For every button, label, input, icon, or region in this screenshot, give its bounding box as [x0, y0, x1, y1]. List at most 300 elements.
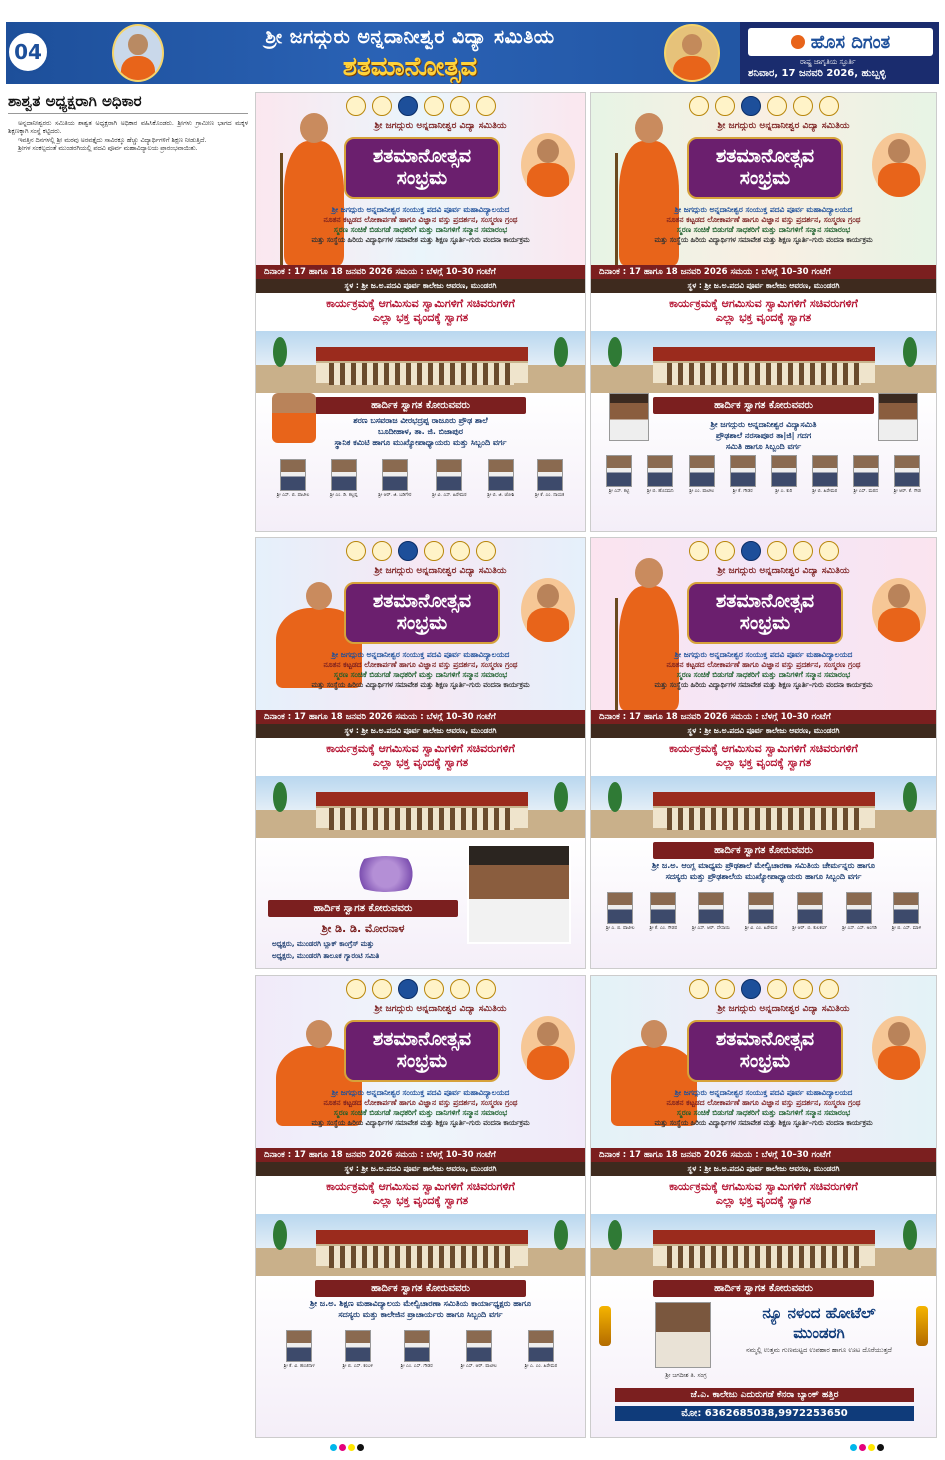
person-photo: [698, 892, 724, 924]
person-name: ಶ್ರೀ ಎಸ್. ಎಸ್. ಅಂಗಡಿ: [842, 926, 877, 931]
invitation-line: ಕಾರ್ಯಕ್ರಮಕ್ಕೆ ಆಗಮಿಸುವ ಸ್ವಾಮಿಗಳಿಗೆ ಸಚಿವರುಗಳಿಗೆ: [669, 1180, 858, 1193]
portrait-head: [888, 1022, 910, 1046]
swami-head: [635, 558, 663, 588]
seal-icon: [819, 96, 839, 116]
ad-panel-c: [255, 537, 586, 969]
description-line: ಮತ್ತು ಸಂಸ್ಥೆಯ ಹಿರಿಯ ವಿದ್ಯಾರ್ಥಿಗಳ ಸಮಾವೇಶ ಮತ್ತು ಶಿಕ್ಷಣ ಸ್ಫೂರ್ತಿ–ಗುರು ವಂದನಾ ಕಾರ್ಯಕ್ರಮ: [654, 1119, 873, 1127]
person-photo: [893, 892, 919, 924]
swami-head: [306, 1020, 332, 1048]
person-photo: [331, 459, 357, 491]
tree: [273, 337, 287, 367]
event-date-bar: ದಿನಾಂಕ : 17 ಹಾಗೂ 18 ಜನವರಿ 2026 ಸಮಯ : ಬೆಳಗ್ಗೆ 10–30 ಗಂಟೆಗೆ: [591, 1148, 936, 1162]
person-name: ಶ್ರೀ ಎ. ಬಿ. ಪಾಟೀಲ: [605, 926, 635, 931]
lamp-icon: [916, 1306, 928, 1346]
seal-icon: [424, 541, 444, 561]
seal-icon: [767, 541, 787, 561]
welcome-label: ಹಾರ್ದಿಕ ಸ್ವಾಗತ ಕೋರುವವರು: [315, 1280, 526, 1297]
seal-icon: [715, 541, 735, 561]
brand-logo-icon: [791, 35, 805, 49]
description-line: ಶ್ರೀ ಜಗದ್ಗುರು ಅನ್ನದಾನೀಶ್ವರ ಸಂಯುಕ್ತ ಪದವಿ ಪೂರ್ವ ಮಹಾವಿದ್ಯಾಲಯದ: [674, 205, 853, 214]
person-name: ಶ್ರೀ ಎಸ್. ಆರ್. ಪಾಟೀಲ: [460, 1364, 497, 1369]
person-photo: [748, 892, 774, 924]
event-title: ಶತಮಾನೋತ್ಸವ: [715, 145, 815, 167]
description-line: ಸ್ಮರಣ ಸಂಚಿಕೆ ಬಿಡುಗಡೆ ಸಾಧಕರಿಗೆ ಮತ್ತು ದಾನಿಗಳಿಗೆ ಸನ್ಮಾನ ಸಮಾರಂಭ: [676, 225, 851, 234]
brand-name-text: ಹೊಸ ದಿಗಂತ: [810, 31, 891, 53]
person-photo: [345, 1330, 371, 1362]
description-line: ಸ್ಮರಣ ಸಂಚಿಕೆ ಬಿಡುಗಡೆ ಸಾಧಕರಿಗೆ ಮತ್ತು ದಾನಿಗಳಿಗೆ ಸನ್ಮಾನ ಸಮಾರಂಭ: [333, 1108, 508, 1117]
person-name: ಶ್ರೀ ಬಿ. ಹಿರೇಮಠ: [812, 489, 838, 494]
welcome-line: ಸಮಿತಿ ಹಾಗೂ ಸಿಬ್ಬಂದಿ ವರ್ಗ: [725, 442, 802, 451]
organization-name: ಶ್ರೀ ಜಗದ್ಗುರು ಅನ್ನದಾನೀಶ್ವರ ವಿದ್ಯಾ ಸಮಿತಿಯ: [374, 1004, 507, 1014]
people-row: [591, 455, 936, 494]
invitation-text: [591, 1180, 936, 1208]
seal-icon: [715, 979, 735, 999]
swami-portrait-right: [664, 24, 720, 82]
person-photo: [537, 459, 563, 491]
seal-icon: [372, 96, 392, 116]
person-photo: [606, 455, 632, 487]
building-windows: [667, 1246, 861, 1268]
college-building-photo: [591, 776, 936, 838]
person-card: [487, 459, 514, 498]
person-card: [284, 1330, 315, 1369]
article-column: [8, 92, 248, 1442]
person-photo: [730, 455, 756, 487]
description-line: ನೂತನ ಕಟ್ಟಡದ ಲೋಕಾರ್ಪಣೆ ಹಾಗೂ ವಿಜ್ಞಾನ ವಸ್ತು ಪ್ರದರ್ಶನ, ಸಂಸ್ಮರಣ ಗ್ರಂಥ: [323, 1098, 518, 1107]
description-line: ಶ್ರೀ ಜಗದ್ಗುರು ಅನ್ನದಾನೀಶ್ವರ ಸಂಯುಕ್ತ ಪದವಿ ಪೂರ್ವ ಮಹಾವಿದ್ಯಾಲಯದ: [331, 650, 510, 659]
college-building-photo: [591, 1214, 936, 1276]
event-subtitle: ಸಂಭ್ರಮ: [396, 167, 448, 189]
college-logo-icon: [398, 979, 418, 999]
person-name: ಶ್ರೀ ಬಿ. ಜಿ. ಜೋಶಿ: [487, 493, 515, 498]
building-windows: [667, 363, 861, 385]
seal-icon: [793, 541, 813, 561]
tree: [608, 1220, 622, 1250]
event-title-box: [344, 1020, 500, 1082]
person-card: [771, 455, 797, 494]
owner-photo: [655, 1302, 711, 1368]
invitation-text: [256, 297, 585, 325]
hotel-phone: ಮೋ: 6362685038,9972253650: [615, 1406, 914, 1421]
person-name: ಶ್ರೀ ಎ. ಕುರಿ: [775, 489, 793, 494]
welcome-organization: [256, 1298, 585, 1320]
building-roof: [653, 347, 875, 361]
tree: [554, 337, 568, 367]
college-logo-icon: [741, 96, 761, 116]
building-windows: [329, 1246, 514, 1268]
invitation-line: ಕಾರ್ಯಕ್ರಮಕ್ಕೆ ಆಗಮಿಸುವ ಸ್ವಾಮಿಗಳಿಗೆ ಸಚಿವರುಗಳಿಗೆ: [669, 297, 858, 310]
person-card: [432, 459, 466, 498]
invitation-line: ಎಲ್ಲಾ ಭಕ್ತ ವೃಂದಕ್ಕೆ ಸ್ವಾಗತ: [372, 756, 469, 769]
description-line: ನೂತನ ಕಟ್ಟಡದ ಲೋಕಾರ್ಪಣೆ ಹಾಗೂ ವಿಜ್ಞಾನ ವಸ್ತು ಪ್ರದರ್ಶನ, ಸಂಸ್ಮರಣ ಗ್ರಂಥ: [666, 215, 861, 224]
portrait-head: [537, 584, 559, 608]
swami-photo-small: [272, 393, 316, 443]
person-card: [525, 1330, 558, 1369]
invitation-line: ಕಾರ್ಯಕ್ರಮಕ್ಕೆ ಆಗಮಿಸುವ ಸ್ವಾಮಿಗಳಿಗೆ ಸಚಿವರುಗಳಿಗೆ: [669, 742, 858, 755]
ad-panel-d: [590, 537, 937, 969]
event-venue: ಸ್ಥಳ : ಶ್ರೀ ಜ.ಅ.ಪದವಿ ಪೂರ್ವ ಕಾಲೇಜು ಆವರಣ, ಮುಂಡರಗಿ: [687, 726, 840, 735]
person-photo: [689, 455, 715, 487]
honoree-photo: [467, 844, 571, 944]
hotel-name: ನ್ಯೂ ನಳಂದ ಹೋಟೆಲ್: [762, 1304, 876, 1322]
event-description: [256, 650, 585, 690]
person-photo: [488, 459, 514, 491]
description-line: ಸ್ಮರಣ ಸಂಚಿಕೆ ಬಿಡುಗಡೆ ಸಾಧಕರಿಗೆ ಮತ್ತು ದಾನಿಗಳಿಗೆ ಸನ್ಮಾನ ಸಮಾರಂಭ: [676, 1108, 851, 1117]
person-card: [378, 459, 411, 498]
event-banner: [256, 93, 585, 265]
hotel-address: ಜೆ.ಎ. ಕಾಲೇಜು ಎದುರುಗಡೆ ಕೆನರಾ ಬ್ಯಾಂಕ್ ಹತ್ತಿರ: [615, 1388, 914, 1402]
article-paragraph: ಶ್ರೀಗಳ ಸಂಕಲ್ಪದಂತೆ ಮುಂಡರಗಿಯಲ್ಲಿ ಪದವಿ ಪೂರ್ವ ಮಹಾವಿದ್ಯಾಲಯ ಪ್ರಾರಂಭವಾಯಿತು.: [18, 144, 198, 152]
article-paragraph: ಅನ್ನದಾನೀಶ್ವರರು ಸಮಿತಿಯ ಶಾಶ್ವತ ಅಧ್ಯಕ್ಷರಾಗಿ ಅಧಿಕಾರ ವಹಿಸಿಕೊಂಡರು. ಶ್ರೀಗಳು ಗ್ರಾಮೀಣ ಭಾಗದ ಮಕ್ಕಳ ಶಿಕ್ಷಣಕ್ಕಾಗಿ ಸಂಸ್ಥೆ ಕಟ್ಟಿದರು.: [8, 120, 248, 136]
person-name: ಶ್ರೀ ಕೆ. ಎಂ. ನಾಯಕ: [535, 493, 565, 498]
sponsor-logos: [591, 979, 936, 999]
event-venue: ಸ್ಥಳ : ಶ್ರೀ ಜ.ಅ.ಪದವಿ ಪೂರ್ವ ಕಾಲೇಜು ಆವರಣ, ಮುಂಡರಗಿ: [344, 726, 497, 735]
swami-robe: [619, 141, 679, 265]
description-line: ನೂತನ ಕಟ್ಟಡದ ಲೋಕಾರ್ಪಣೆ ಹಾಗೂ ವಿಜ್ಞಾನ ವಸ್ತು ಪ್ರದರ್ಶನ, ಸಂಸ್ಮರಣ ಗ್ರಂಥ: [666, 660, 861, 669]
person-card: [692, 892, 730, 931]
person-photo: [466, 1330, 492, 1362]
person-name: ಶ್ರೀ ಎ. ಎಂ. ಹಿರೇಮಠ: [524, 1364, 558, 1369]
tree: [903, 1220, 917, 1250]
description-line: ನೂತನ ಕಟ್ಟಡದ ಲೋಕಾರ್ಪಣೆ ಹಾಗೂ ವಿಜ್ಞಾನ ವಸ್ತು ಪ್ರದರ್ಶನ, ಸಂಸ್ಮರಣ ಗ್ರಂಥ: [666, 1098, 861, 1107]
person-card: [842, 892, 877, 931]
person-photo: [853, 455, 879, 487]
event-banner: [591, 976, 936, 1148]
event-title: ಶತಮಾನೋತ್ಸವ: [372, 1028, 472, 1050]
description-line: ಶ್ರೀ ಜಗದ್ಗುರು ಅನ್ನದಾನೀಶ್ವರ ಸಂಯುಕ್ತ ಪದವಿ ಪೂರ್ವ ಮಹಾವಿದ್ಯಾಲಯದ: [674, 1088, 853, 1097]
event-subtitle: ಸಂಭ್ರಮ: [396, 612, 448, 634]
college-logo-icon: [398, 96, 418, 116]
description-line: ಮತ್ತು ಸಂಸ್ಥೆಯ ಹಿರಿಯ ವಿದ್ಯಾರ್ಥಿಗಳ ಸಮಾವೇಶ ಮತ್ತು ಶಿಕ್ಷಣ ಸ್ಫೂರ್ತಿ–ಗುರು ವಂದನಾ ಕಾರ್ಯಕ್ರಮ: [654, 681, 873, 689]
college-building-photo: [591, 331, 936, 393]
welcome-line: ಶ್ರೀ ಜ.ಅ. ಶಿಕ್ಷಣ ಮಹಾವಿದ್ಯಾಲಯ ಮೇಲ್ವಿಚಾರಣಾ ಸಮಿತಿಯ ಕಾರ್ಯಾಧ್ಯಕ್ಷರು ಹಾಗೂ: [309, 1299, 532, 1308]
color-registration-marks: [330, 1444, 364, 1451]
welcome-organization: [591, 860, 936, 882]
seal-icon: [450, 979, 470, 999]
college-building-photo: [256, 331, 585, 393]
invitation-line: ಕಾರ್ಯಕ್ರಮಕ್ಕೆ ಆಗಮಿಸುವ ಸ್ವಾಮಿಗಳಿಗೆ ಸಚಿವರುಗಳಿಗೆ: [326, 297, 515, 310]
person-card: [647, 455, 674, 494]
event-subtitle: ಸಂಭ್ರಮ: [739, 612, 791, 634]
swami-portrait-small: [872, 1016, 926, 1080]
ad-panel-e: [255, 975, 586, 1438]
building-roof: [316, 792, 528, 806]
portrait-head: [537, 1022, 559, 1046]
description-line: ನೂತನ ಕಟ್ಟಡದ ಲೋಕಾರ್ಪಣೆ ಹಾಗೂ ವಿಜ್ಞಾನ ವಸ್ತು ಪ್ರದರ್ಶನ, ಸಂಸ್ಮರಣ ಗ್ರಂಥ: [323, 660, 518, 669]
swami-head: [641, 1020, 667, 1048]
person-card: [606, 892, 635, 931]
person-name: ಶ್ರೀ ಎಸ್. ಮಠದ: [853, 489, 879, 494]
event-subtitle: ಸಂಭ್ರಮ: [396, 1050, 448, 1072]
person-name: ಶ್ರೀ ಆರ್. ಜಿ. ಬಡಿಗೇರ: [378, 493, 412, 498]
portrait-head: [537, 139, 559, 163]
people-row: [256, 1330, 585, 1369]
building-roof: [653, 792, 875, 806]
description-line: ಮತ್ತು ಸಂಸ್ಥೆಯ ಹಿರಿಯ ವಿದ್ಯಾರ್ಥಿಗಳ ಸಮಾವೇಶ ಮತ್ತು ಶಿಕ್ಷಣ ಸ್ಫೂರ್ತಿ–ಗುರು ವಂದನಾ ಕಾರ್ಯಕ್ರಮ: [311, 236, 530, 244]
event-description: [591, 650, 936, 690]
seal-icon: [767, 96, 787, 116]
college-logo-icon: [741, 541, 761, 561]
welcome-line: ಶ್ರೀ ಜಗದ್ಗುರು ಅನ್ನದಾನೀಶ್ವರ ವಿದ್ಯಾಸಮಿತಿ: [710, 420, 817, 429]
description-line: ಸ್ಮರಣ ಸಂಚಿಕೆ ಬಿಡುಗಡೆ ಸಾಧಕರಿಗೆ ಮತ್ತು ದಾನಿಗಳಿಗೆ ಸನ್ಮಾನ ಸಮಾರಂಭ: [676, 670, 851, 679]
person-photo: [382, 459, 408, 491]
description-line: ಶ್ರೀ ಜಗದ್ಗುರು ಅನ್ನದಾನೀಶ್ವರ ಸಂಯುಕ್ತ ಪದವಿ ಪೂರ್ವ ಮಹಾವಿದ್ಯಾಲಯದ: [331, 205, 510, 214]
person-card: [894, 455, 921, 494]
event-title-box: [687, 582, 843, 644]
person-photo: [812, 455, 838, 487]
seal-icon: [476, 96, 496, 116]
ad-panel-f: [590, 975, 937, 1438]
description-line: ಶ್ರೀ ಜಗದ್ಗುರು ಅನ್ನದಾನೀಶ್ವರ ಸಂಯುಕ್ತ ಪದವಿ ಪೂರ್ವ ಮಹಾವಿದ್ಯಾಲಯದ: [331, 1088, 510, 1097]
person-name: ಶ್ರೀ ಎಸ್. ಬಿ. ಪಾಟೀಲ: [276, 493, 310, 498]
person-card: [689, 455, 715, 494]
event-venue: ಸ್ಥಳ : ಶ್ರೀ ಜ.ಅ.ಪದವಿ ಪೂರ್ವ ಕಾಲೇಜು ಆವರಣ, ಮುಂಡರಗಿ: [687, 281, 840, 290]
event-date-bar: ದಿನಾಂಕ : 17 ಹಾಗೂ 18 ಜನವರಿ 2026 ಸಮಯ : ಬೆಳಗ್ಗೆ 10–30 ಗಂಟೆಗೆ: [256, 265, 585, 279]
event-title: ಶತಮಾನೋತ್ಸವ: [372, 590, 472, 612]
organization-name: ಶ್ರೀ ಜಗದ್ಗುರು ಅನ್ನದಾನೀಶ್ವರ ವಿದ್ಯಾ ಸಮಿತಿಯ: [717, 1004, 850, 1014]
invitation-text: [591, 297, 936, 325]
event-venue: ಸ್ಥಳ : ಶ್ರೀ ಜ.ಅ.ಪದವಿ ಪೂರ್ವ ಕಾಲೇಜು ಆವರಣ, ಮುಂಡರಗಿ: [687, 1164, 840, 1173]
tree: [554, 1220, 568, 1250]
seal-icon: [689, 979, 709, 999]
invitation-text: [256, 742, 585, 770]
invitation-line: ಕಾರ್ಯಕ್ರಮಕ್ಕೆ ಆಗಮಿಸುವ ಸ್ವಾಮಿಗಳಿಗೆ ಸಚಿವರುಗಳಿಗೆ: [326, 1180, 515, 1193]
welcome-label: ಹಾರ್ದಿಕ ಸ್ವಾಗತ ಕೋರುವವರು: [653, 842, 874, 859]
college-building-photo: [256, 1214, 585, 1276]
welcome-line: ಶ್ರೀ ಜ.ಅ. ಆಂಗ್ಲ ಮಾಧ್ಯಮ ಪ್ರೌಢಶಾಲೆ ಮೇಲ್ವಿಚಾರಣಾ ಸಮಿತಿಯ ಚೇರ್ಮನ್ನರು ಹಾಗೂ: [652, 861, 875, 870]
invitation-line: ಎಲ್ಲಾ ಭಕ್ತ ವೃಂದಕ್ಕೆ ಸ್ವಾಗತ: [715, 311, 812, 324]
seal-icon: [346, 541, 366, 561]
tree: [903, 337, 917, 367]
event-title: ಶತಮಾನೋತ್ಸವ: [715, 590, 815, 612]
welcome-label: ಹಾರ್ದಿಕ ಸ್ವಾಗತ ಕೋರುವವರು: [653, 397, 874, 414]
seal-icon: [793, 979, 813, 999]
portrait-robe: [878, 608, 920, 642]
person-name: ಶ್ರೀ ವಿ. ಎಸ್. ಹಿರೇಮಠ: [432, 493, 467, 498]
event-date-bar: ದಿನಾಂಕ : 17 ಹಾಗೂ 18 ಜನವರಿ 2026 ಸಮಯ : ಬೆಳಗ್ಗೆ 10–30 ಗಂಟೆಗೆ: [591, 710, 936, 724]
seal-icon: [476, 979, 496, 999]
event-banner: [591, 538, 936, 710]
seal-icon: [372, 979, 392, 999]
welcome-line: ಸದಸ್ಯರು ಮತ್ತು ಕಾಲೇಜಿನ ಪ್ರಾಚಾರ್ಯರು ಹಾಗೂ ಸಿಬ್ಬಂದಿ ವರ್ಗ: [338, 1310, 503, 1319]
event-subtitle: ಸಂಭ್ರಮ: [739, 167, 791, 189]
portrait-robe: [527, 608, 569, 642]
tree: [554, 782, 568, 812]
portrait-robe: [527, 1046, 569, 1080]
event-title-box: [687, 1020, 843, 1082]
event-description: [256, 205, 585, 245]
welcome-line: ಬೂದೀಹಾಳ, ತಾ. ಜಿ. ಬಿಜಾಪುರ: [378, 427, 463, 436]
person-name: ಶ್ರೀ ಬಿ. ಎಸ್. ಮಾಳಿ: [891, 926, 922, 931]
portrait-robe: [878, 163, 920, 197]
portrait-head: [888, 584, 910, 608]
organization-name: ಶ್ರೀ ಜಗದ್ಗುರು ಅನ್ನದಾನೀಶ್ವರ ವಿದ್ಯಾ ಸಮಿತಿಯ: [717, 121, 850, 131]
person-name: ಶ್ರೀ ವಿ. ಎಂ. ಹಿರೇಮಠ: [744, 926, 778, 931]
building-roof: [316, 347, 528, 361]
building-roof: [316, 1230, 528, 1244]
college-building-photo: [256, 776, 585, 838]
founder-portrait-left: [112, 24, 164, 82]
person-name: ಶ್ರೀ ಎಂ. ಎಸ್. ಗೌಡರ: [400, 1364, 433, 1369]
seal-icon: [450, 541, 470, 561]
event-description: [591, 205, 936, 245]
lamp-icon: [599, 1306, 611, 1346]
person-name: ಶ್ರೀ ಆರ್. ಕೆ. ಗೌಡ: [893, 489, 921, 494]
masthead-title: ಶ್ರೀ ಜಗದ್ಗುರು ಅನ್ನದಾನೀಶ್ವರ ವಿದ್ಯಾ ಸಮಿತಿಯ: [265, 26, 555, 48]
college-logo-icon: [398, 541, 418, 561]
tree: [903, 782, 917, 812]
person-card: [330, 459, 358, 498]
organization-name: ಶ್ರೀ ಜಗದ್ಗುರು ಅನ್ನದಾನೀಶ್ವರ ವಿದ್ಯಾ ಸಮಿತಿಯ: [717, 566, 850, 576]
people-row: [591, 892, 936, 931]
welcome-label: ಹಾರ್ದಿಕ ಸ್ವಾಗತ ಕೋರುವವರು: [315, 397, 526, 414]
seal-icon: [346, 979, 366, 999]
swami-portrait-small: [521, 578, 575, 642]
swami-head: [306, 582, 332, 610]
person-card: [342, 1330, 372, 1369]
welcome-label: ಹಾರ್ದಿಕ ಸ್ವಾಗತ ಕೋರುವವರು: [268, 900, 458, 917]
issue-date: ಶನಿವಾರ, 17 ಜನವರಿ 2026, ಹುಬ್ಬಳ್ಳಿ: [748, 68, 886, 79]
person-photo: [647, 455, 673, 487]
person-card: [277, 459, 310, 498]
college-logo-icon: [741, 979, 761, 999]
person-name: ಶ್ರೀ ಕೆ. ಗೌಡರ: [732, 489, 753, 494]
description-line: ನೂತನ ಕಟ್ಟಡದ ಲೋಕಾರ್ಪಣೆ ಹಾಗೂ ವಿಜ್ಞಾನ ವಸ್ತು ಪ್ರದರ್ಶನ, ಸಂಸ್ಮರಣ ಗ್ರಂಥ: [323, 215, 518, 224]
swami-portrait-small: [521, 1016, 575, 1080]
people-row: [256, 459, 585, 498]
portrait-head: [888, 139, 910, 163]
seal-icon: [476, 541, 496, 561]
building-roof: [653, 1230, 875, 1244]
person-photo: [528, 1330, 554, 1362]
event-description: [591, 1088, 936, 1128]
person-name: ಶ್ರೀ ಕೆ. ವಿ. ಹಂಚಿನಾಳ: [283, 1364, 315, 1369]
chairman-photo: [609, 393, 649, 441]
swami-head: [300, 113, 328, 143]
seal-icon: [424, 979, 444, 999]
person-card: [853, 455, 879, 494]
person-photo: [650, 892, 676, 924]
person-photo: [280, 459, 306, 491]
event-title-box: [687, 137, 843, 199]
description-line: ಮತ್ತು ಸಂಸ್ಥೆಯ ಹಿರಿಯ ವಿದ್ಯಾರ್ಥಿಗಳ ಸಮಾವೇಶ ಮತ್ತು ಶಿಕ್ಷಣ ಸ್ಫೂರ್ತಿ–ಗುರು ವಂದನಾ ಕಾರ್ಯಕ್ರಮ: [654, 236, 873, 244]
description-line: ಮತ್ತು ಸಂಸ್ಥೆಯ ಹಿರಿಯ ವಿದ್ಯಾರ್ಥಿಗಳ ಸಮಾವೇಶ ಮತ್ತು ಶಿಕ್ಷಣ ಸ್ಫೂರ್ತಿ–ಗುರು ವಂದನಾ ಕಾರ್ಯಕ್ರಮ: [311, 681, 530, 689]
person-name: ಶ್ರೀ ಬಿ. ಹೊಸಮನಿ: [647, 489, 674, 494]
event-title-box: [344, 582, 500, 644]
event-banner: [256, 976, 585, 1148]
building-windows: [329, 363, 514, 385]
welcome-line: ಸದಸ್ಯರು ಮತ್ತು ಪ್ರೌಢಶಾಲೆಯ ಮುಖ್ಯೋಪಾಧ್ಯಾಯರು ಹಾಗೂ ಸಿಬ್ಬಂದಿ ವರ್ಗ: [665, 872, 862, 881]
honoree-title: ಅಧ್ಯಕ್ಷರು, ಮುಂಡರಗಿ ಬ್ಲಾಕ್ ಕಾಂಗ್ರೆಸ್ ಮತ್ತು: [272, 940, 374, 948]
invitation-line: ಎಲ್ಲಾ ಭಕ್ತ ವೃಂದಕ್ಕೆ ಸ್ವಾಗತ: [715, 1194, 812, 1207]
description-line: ಸ್ಮರಣ ಸಂಚಿಕೆ ಬಿಡುಗಡೆ ಸಾಧಕರಿಗೆ ಮತ್ತು ದಾನಿಗಳಿಗೆ ಸನ್ಮಾನ ಸಮಾರಂಭ: [333, 225, 508, 234]
flower-decoration: [346, 856, 426, 892]
event-banner: [591, 93, 936, 265]
person-card: [401, 1330, 433, 1369]
person-card: [892, 892, 921, 931]
tree: [273, 782, 287, 812]
swami-portrait-small: [521, 133, 575, 197]
invitation-line: ಎಲ್ಲಾ ಭಕ್ತ ವೃಂದಕ್ಕೆ ಸ್ವಾಗತ: [372, 311, 469, 324]
description-line: ಮತ್ತು ಸಂಸ್ಥೆಯ ಹಿರಿಯ ವಿದ್ಯಾರ್ಥಿಗಳ ಸಮಾವೇಶ ಮತ್ತು ಶಿಕ್ಷಣ ಸ್ಫೂರ್ತಿ–ಗುರು ವಂದನಾ ಕಾರ್ಯಕ್ರಮ: [311, 1119, 530, 1127]
person-name: ಶ್ರೀ ಆರ್. ಬಿ. ಕುಲಕರ್ಣಿ: [792, 926, 828, 931]
article-body: [8, 120, 248, 153]
person-card: [650, 892, 678, 931]
portrait-robe: [878, 1046, 920, 1080]
seal-icon: [372, 541, 392, 561]
person-name: ಶ್ರೀ ಕೆ. ಎಂ. ಗೌಡರ: [649, 926, 678, 931]
person-photo: [846, 892, 872, 924]
invitation-text: [591, 742, 936, 770]
welcome-label: ಹಾರ್ದಿಕ ಸ್ವಾಗತ ಕೋರುವವರು: [653, 1280, 874, 1297]
seal-icon: [819, 541, 839, 561]
seal-icon: [450, 96, 470, 116]
swami-robe: [619, 586, 679, 710]
invitation-text: [256, 1180, 585, 1208]
person-name: ಶ್ರೀ ಎಂ. ಪಾಟೀಲ: [689, 489, 715, 494]
event-venue: ಸ್ಥಳ : ಶ್ರೀ ಜ.ಅ.ಪದವಿ ಪೂರ್ವ ಕಾಲೇಜು ಆವರಣ, ಮುಂಡರಗಿ: [344, 281, 497, 290]
invitation-line: ಎಲ್ಲಾ ಭಕ್ತ ವೃಂದಕ್ಕೆ ಸ್ವಾಗತ: [715, 756, 812, 769]
event-date-bar: ದಿನಾಂಕ : 17 ಹಾಗೂ 18 ಜನವರಿ 2026 ಸಮಯ : ಬೆಳಗ್ಗೆ 10–30 ಗಂಟೆಗೆ: [256, 710, 585, 724]
person-card: [730, 455, 756, 494]
person-photo: [286, 1330, 312, 1362]
invitation-line: ಎಲ್ಲಾ ಭಕ್ತ ವೃಂದಕ್ಕೆ ಸ್ವಾಗತ: [372, 1194, 469, 1207]
swami-robe: [284, 141, 344, 265]
seal-icon: [793, 96, 813, 116]
secretary-photo: [878, 393, 918, 441]
person-photo: [797, 892, 823, 924]
swami-portrait-small: [872, 578, 926, 642]
page-number: 04: [6, 30, 50, 74]
person-card: [606, 455, 632, 494]
person-card: [745, 892, 778, 931]
person-name: ಶ್ರೀ ಬಿ. ಎಸ್. ಕಂಬಳಿ: [342, 1364, 373, 1369]
tree: [608, 782, 622, 812]
person-card: [535, 459, 564, 498]
organization-name: ಶ್ರೀ ಜಗದ್ಗುರು ಅನ್ನದಾನೀಶ್ವರ ವಿದ್ಯಾ ಸಮಿತಿಯ: [374, 566, 507, 576]
masthead-subtitle: ಶತಮಾನೋತ್ಸವ: [342, 52, 478, 82]
event-description: [256, 1088, 585, 1128]
honoree-title: ಅಧ್ಯಕ್ಷರು, ಮುಂಡರಗಿ ತಾಲೂಕ ಗ್ಯಾರಂಟಿ ಸಮಿತಿ: [272, 952, 380, 960]
description-line: ಸ್ಮರಣ ಸಂಚಿಕೆ ಬಿಡುಗಡೆ ಸಾಧಕರಿಗೆ ಮತ್ತು ದಾನಿಗಳಿಗೆ ಸನ್ಮಾನ ಸಮಾರಂಭ: [333, 670, 508, 679]
tree: [608, 337, 622, 367]
hotel-description: ನಮ್ಮಲ್ಲಿ ಉತ್ತಮ ಗುಣಮಟ್ಟದ ಉಪಹಾರ ಹಾಗೂ ಊಟ ದೊರೆಯುತ್ತದೆ: [746, 1346, 892, 1354]
brand-tagline: ರಾಷ್ಟ್ರ ಜಾಗೃತಿಯ ಸ್ಫೂರ್ತಿ: [800, 58, 856, 66]
ad-panel-a: [255, 92, 586, 532]
event-banner: [256, 538, 585, 710]
building-windows: [329, 808, 514, 830]
hotel-owner: ಶ್ರೀ ಜಗದೀಶ ತಿ. ಸಂಗ್ರ: [665, 1372, 707, 1379]
sponsor-logos: [256, 979, 585, 999]
color-registration-marks: [850, 1444, 884, 1451]
person-photo: [404, 1330, 430, 1362]
swami-portrait-small: [872, 133, 926, 197]
invitation-line: ಕಾರ್ಯಕ್ರಮಕ್ಕೆ ಆಗಮಿಸುವ ಸ್ವಾಮಿಗಳಿಗೆ ಸಚಿವರುಗಳಿಗೆ: [326, 742, 515, 755]
article-headline: ಶಾಶ್ವತ ಅಧ್ಯಕ್ಷರಾಗಿ ಅಧಿಕಾರ: [8, 92, 248, 114]
person-name: ಶ್ರೀ ಎಸ್. ಕಟ್ಟಿ: [608, 489, 630, 494]
welcome-line: ಪ್ರೌಢಶಾಲೆ ನರಸಾಪೂರ ತಾ|ಜಿ| ಗದಗ: [715, 431, 812, 440]
person-name: ಶ್ರೀ ಎಂ. ಡಿ. ಕಲ್ಲಪ್ಪ: [330, 493, 358, 498]
event-title: ಶತಮಾನೋತ್ಸವ: [715, 1028, 815, 1050]
seal-icon: [424, 96, 444, 116]
event-date-bar: ದಿನಾಂಕ : 17 ಹಾಗೂ 18 ಜನವರಿ 2026 ಸಮಯ : ಬೆಳಗ್ಗೆ 10–30 ಗಂಟೆಗೆ: [591, 265, 936, 279]
hotel-city: ಮುಂಡರಗಿ: [793, 1324, 845, 1342]
person-photo: [894, 455, 920, 487]
portrait-robe: [527, 163, 569, 197]
description-line: ಶ್ರೀ ಜಗದ್ಗುರು ಅನ್ನದಾನೀಶ್ವರ ಸಂಯುಕ್ತ ಪದವಿ ಪೂರ್ವ ಮಹಾವಿದ್ಯಾಲಯದ: [674, 650, 853, 659]
person-card: [812, 455, 838, 494]
seal-icon: [767, 979, 787, 999]
